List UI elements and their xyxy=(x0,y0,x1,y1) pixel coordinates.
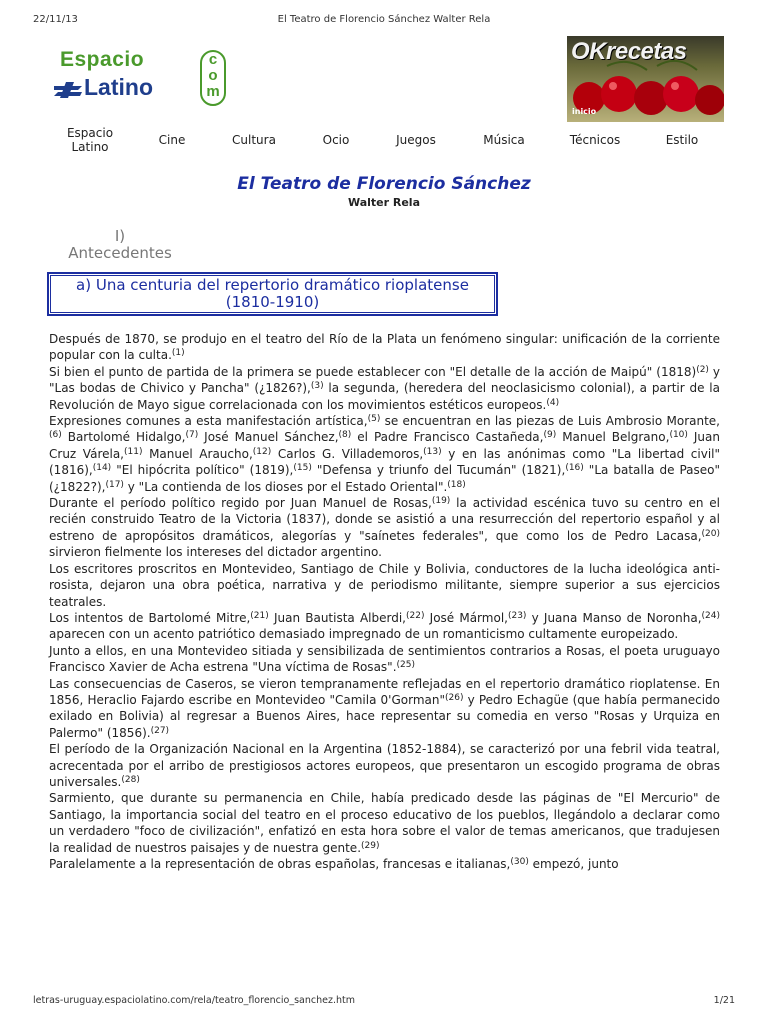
article-title: El Teatro de Florencio Sánchez xyxy=(237,174,531,194)
paragraph-text: Juan Cruz Várela, xyxy=(49,430,720,461)
nav-espacio-latino[interactable]: Espacio Latino xyxy=(66,126,114,154)
okrecetas-banner[interactable] xyxy=(567,36,724,122)
paragraph-text: la segunda, (heredera del neoclasicismo colonial), a partir de la Revolución de Mayo sigue correlacionada con los movimientos estéticos europeos. xyxy=(49,381,720,412)
paragraph-text: Los intentos de Bartolomé Mitre, xyxy=(49,610,251,625)
paragraph-text: sirvieron fielmente los intereses del dictador argentino. xyxy=(49,545,382,560)
footnote-ref[interactable]: (19) xyxy=(431,496,451,507)
nav-estilo[interactable]: Estilo xyxy=(665,133,699,147)
paragraph-text: "El hipócrita político" (1819), xyxy=(111,463,294,478)
paragraph-text: Paralelamente a la representación de obras españolas, francesas e italianas, xyxy=(49,857,511,871)
footnote-ref[interactable]: (10) xyxy=(669,430,688,441)
logo-com-c: c xyxy=(208,51,218,68)
subsection-title: a) Una centuria del repertorio dramático rioplatense (1810-1910) xyxy=(50,275,495,313)
nav-juegos[interactable]: Juegos xyxy=(396,133,436,147)
article-body xyxy=(49,331,720,872)
logo-com-m: m xyxy=(206,83,220,100)
paragraph-text: empezó, junto xyxy=(528,857,619,871)
paragraph xyxy=(49,856,720,872)
footnote-ref[interactable]: (9) xyxy=(543,430,557,441)
article-author: Walter Rela xyxy=(347,196,421,209)
nav-ocio[interactable]: Ocio xyxy=(322,133,350,147)
nav-cultura[interactable]: Cultura xyxy=(232,133,276,147)
footnote-ref[interactable]: (14) xyxy=(92,463,112,474)
paragraph-text: "Defensa y triunfo del Tucumán" (1821), xyxy=(311,463,566,478)
footnote-ref[interactable]: (5) xyxy=(367,414,381,425)
paragraph-text: Manuel Belgrano, xyxy=(556,430,670,445)
paragraph xyxy=(49,741,720,790)
footnote-ref[interactable]: (12) xyxy=(252,446,272,457)
footnote-ref[interactable]: (6) xyxy=(49,430,62,441)
footnote-ref[interactable]: (13) xyxy=(423,446,442,457)
paragraph-text: y Pedro Echagüe (que había permanecido exilado en Bolivia) al regresar a Buenos Aires, hace representar su comedia en verso "Rosas y Urquiza en Palermo" (1856). xyxy=(49,692,721,740)
paragraph-text: Los escritores proscritos en Montevideo, Santiago de Chile y Bolivia, conductores de la lucha ideológica anti-rosista, dejaron una obra poética, narrativa y de periodismo militante, siempre superior a sus ejercicios teatrales. xyxy=(49,561,720,609)
logo-word-latino: Latino xyxy=(84,74,153,100)
logo-com-o: o xyxy=(208,67,218,84)
paragraph xyxy=(49,676,720,742)
paragraph-text: y "Las bodas de Chivico y Pancha" (¿1826?), xyxy=(49,364,721,396)
paragraph xyxy=(49,413,720,495)
paragraph-text: Manuel Araucho, xyxy=(142,446,253,461)
nav-musica[interactable]: Música xyxy=(483,133,525,147)
paragraph-text: y en las anónimas como "La libertad civil" (1816), xyxy=(49,446,721,478)
footnote-ref[interactable]: (23) xyxy=(507,610,527,621)
paragraph-text: y "La contienda de los dioses por el Estado Oriental". xyxy=(123,479,448,494)
paragraph-text: "La batalla de Paseo" (¿1822?), xyxy=(49,463,721,494)
okrecetas-title: OKrecetas xyxy=(571,38,687,65)
logo-com-badge xyxy=(200,50,226,106)
paragraph-text: José Manuel Sánchez, xyxy=(198,430,339,445)
print-page-number: 1/21 xyxy=(713,995,735,1006)
paragraph-text: Las consecuencias de Caseros, se vieron tempranamente reflejadas en el repertorio dramático rioplatense. En 1856, Heraclio Fajardo escribe en Montevideo "Camila 0'Gorman" xyxy=(49,676,720,707)
print-header xyxy=(0,14,768,30)
footnote-ref[interactable]: (28) xyxy=(121,774,140,785)
okrecetas-inicio-link[interactable]: inicio xyxy=(572,107,597,116)
print-url: letras-uruguay.espaciolatino.com/rela/teatro_florencio_sanchez.htm xyxy=(33,995,355,1006)
paragraph-text: José Mármol, xyxy=(424,610,508,625)
paragraph-text: Junto a ellos, en una Montevideo sitiada y sensibilizada de sentimientos contrarios a Rosas, el poeta uruguayo Francisco Xavier de Acha estrena "Una víctima de Rosas". xyxy=(49,643,720,675)
nav-cine[interactable]: Cine xyxy=(158,133,186,147)
footnote-ref[interactable]: (26) xyxy=(445,692,464,703)
footnote-ref[interactable]: (15) xyxy=(293,463,312,474)
footnote-ref[interactable]: (30) xyxy=(510,857,529,867)
paragraph-text: Después de 1870, se produjo en el teatro del Río de la Plata un fenómeno singular: unificación de la corriente popular con la culta. xyxy=(49,332,720,363)
section-heading: I) Antecedentes xyxy=(68,227,172,262)
paragraph-text: aparecen con un acento patriótico demasiado impregnado de un romanticismo cultamente europeizado. xyxy=(49,627,679,642)
footnote-ref[interactable]: (8) xyxy=(338,430,352,441)
footnote-ref[interactable]: (4) xyxy=(546,397,560,408)
logo-swoosh-icon xyxy=(52,80,84,100)
espaciolatino-logo[interactable] xyxy=(52,48,230,108)
paragraph xyxy=(49,561,720,610)
footnote-ref[interactable]: (29) xyxy=(361,840,380,851)
print-title: El Teatro de Florencio Sánchez Walter Rela xyxy=(277,14,491,25)
paragraph xyxy=(49,331,720,364)
footnote-ref[interactable]: (2) xyxy=(696,364,709,375)
paragraph xyxy=(49,495,720,561)
paragraph-text: y Juana Manso de Noronha, xyxy=(526,610,702,625)
footnote-ref[interactable]: (22) xyxy=(406,610,425,621)
paragraph-text: se encuentran en las piezas de Luis Ambrosio Morante, xyxy=(380,414,720,429)
footnote-ref[interactable]: (7) xyxy=(185,430,199,441)
paragraph-text: Si bien el punto de partida de la primera se puede establecer con "El detalle de la acción de Maipú" (1818) xyxy=(49,364,697,379)
paragraph-text: Expresiones comunes a esta manifestación artística, xyxy=(49,414,368,429)
paragraph xyxy=(49,790,720,856)
footnote-ref[interactable]: (16) xyxy=(565,463,584,474)
footnote-ref[interactable]: (11) xyxy=(124,446,143,457)
footnote-ref[interactable]: (3) xyxy=(310,381,324,392)
paragraph-text: el Padre Francisco Castañeda, xyxy=(351,430,544,445)
footnote-ref[interactable]: (27) xyxy=(150,725,170,736)
footnote-ref[interactable]: (21) xyxy=(250,610,269,621)
paragraph-text: Sarmiento, que durante su permanencia en Chile, había predicado desde las páginas de "El Mercurio" de Santiago, la importancia social del teatro en el proceso educativo de los pueblos, llegándolo a declarar como un verdadero "foco de civilización", enfatizó en esta hora sobre el valor de temas americanos, que tradujesen la realidad de nuestros paisajes y de nuestra gente. xyxy=(49,791,720,855)
paragraph-text: Bartolomé Hidalgo, xyxy=(61,430,186,445)
paragraph-text: El período de la Organización Nacional en la Argentina (1852-1884), se caracterizó por una febril vida teatral, acrecentada por el arribo de prestigiosos actores europeos, que presentaron un escogido programa de obras universales. xyxy=(49,742,720,789)
footnote-ref[interactable]: (25) xyxy=(396,660,415,671)
paragraph xyxy=(49,610,720,643)
paragraph-text: Carlos G. Villademoros, xyxy=(271,446,424,461)
paragraph xyxy=(49,643,720,676)
main-nav xyxy=(0,126,768,156)
footnote-ref[interactable]: (18) xyxy=(447,479,466,490)
paragraph xyxy=(49,364,720,413)
paragraph-text: la actividad escénica tuvo su centro en el recién construido Teatro de la Victoria (1837), donde se asistió a una resurrección del repertorio español y al estreno de apropósitos dramáticos, alegorías y "saínetes federales", que como los de Pedro Lacasa, xyxy=(49,496,721,543)
footnote-ref[interactable]: (1) xyxy=(171,348,185,359)
print-date: 22/11/13 xyxy=(33,14,78,25)
footnote-ref[interactable]: (24) xyxy=(701,610,720,621)
footnote-ref[interactable]: (20) xyxy=(701,528,720,539)
logo-word-espacio: Espacio xyxy=(60,48,145,71)
subsection-box xyxy=(47,272,498,316)
paragraph-text: Juan Bautista Alberdi, xyxy=(268,610,406,625)
paragraph-text: Durante el período político regido por Juan Manuel de Rosas, xyxy=(49,496,432,511)
footnote-ref[interactable]: (17) xyxy=(105,479,124,490)
nav-tecnicos[interactable]: Técnicos xyxy=(569,133,621,147)
